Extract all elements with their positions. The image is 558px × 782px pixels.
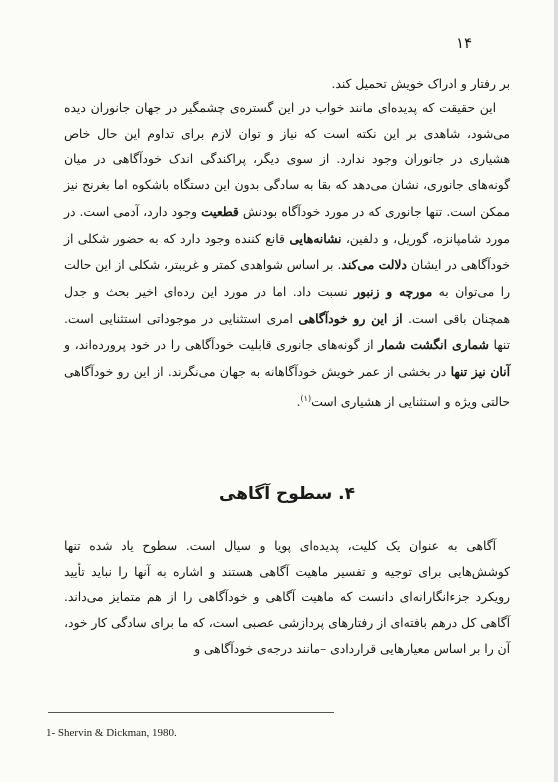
footnote-divider xyxy=(48,712,334,713)
section-heading: ۴. سطوح آگاهی xyxy=(219,484,355,504)
paragraph-consciousness-rarity: این حقیقت که پدیده‌ای مانند خواب در این گستره‌ی چشمگیر در جهان جانوران دیده می‌شود، شاهدی بر این نکته است که نیاز و توان لازم برای تداوم این حال خاص هشیاری در جانوران وجود ندارد. از سوی دیگر، پراکندگی اندک خودآگاهی در میان گونه‌های جانوری، نشان می‌دهد که بقا به سادگی بدون این دستگاه باشکوه اما بغرنج نیز ممکن است. تنها جانوری که در مورد خودآگاه بودنش قطعیت وجود دارد، آدمی است. در مورد شامپانزه، گوریل، و دلفین، نشانه‌هایی قانع کننده وجود دارد که به حضور شکلی از خودآگاهی در ایشان دلالت می‌کند. بر اساس شواهدی کمتر و غریبتر، شکلی از این حالت را می‌توان به مورچه و زنبور نسبت داد. اما در مورد این رده‌ای اخیر بحث و جدل همچنان باقی است. از این رو خودآگاهی امری استثنایی در موجوداتی استثنایی است. تنها شماری انگشت شمار از گونه‌های جانوری قابلیت خودآگاهی را در خود پرورده‌اند، و آنان نیز تنها در بخشی از عمر خویش خودآگاهانه به جهان می‌نگرند. از این رو خودآگاهی حالتی ویژه و استثنایی از هشیاری است$^{(۱)}$. xyxy=(64,101,511,409)
paragraph-continued: بر رفتار و ادراک خویش تحمیل کند. xyxy=(331,77,510,91)
footnote: 1- Shervin & Dickman, 1980. xyxy=(46,727,177,739)
page-edge xyxy=(554,0,558,782)
page-number: ۱۴ xyxy=(456,34,473,52)
footnote-reference: (۱) xyxy=(300,393,312,403)
paragraph-levels-of-awareness: آگاهی به عنوان یک کلیت، پدیده‌ای پویا و سیال است. سطوح یاد شده تنها کوشش‌هایی برای توجیه و تفسیر ماهیت آگاهی هستند و اشاره به آنها را نباید تأیید رویکرد جزءانگارانه‌ای دانست که ماهیت آگاهی و خودآگاهی را از هم متمایز می‌داند. آگاهی کل درهم بافته‌ای از رفتارهای پردازشی عصبی است، که ما برای سادگی کار خود، آن را بر اساس معیارهایی قراردادی –مانند درجه‌ی خودآگاهی و xyxy=(64,539,510,656)
